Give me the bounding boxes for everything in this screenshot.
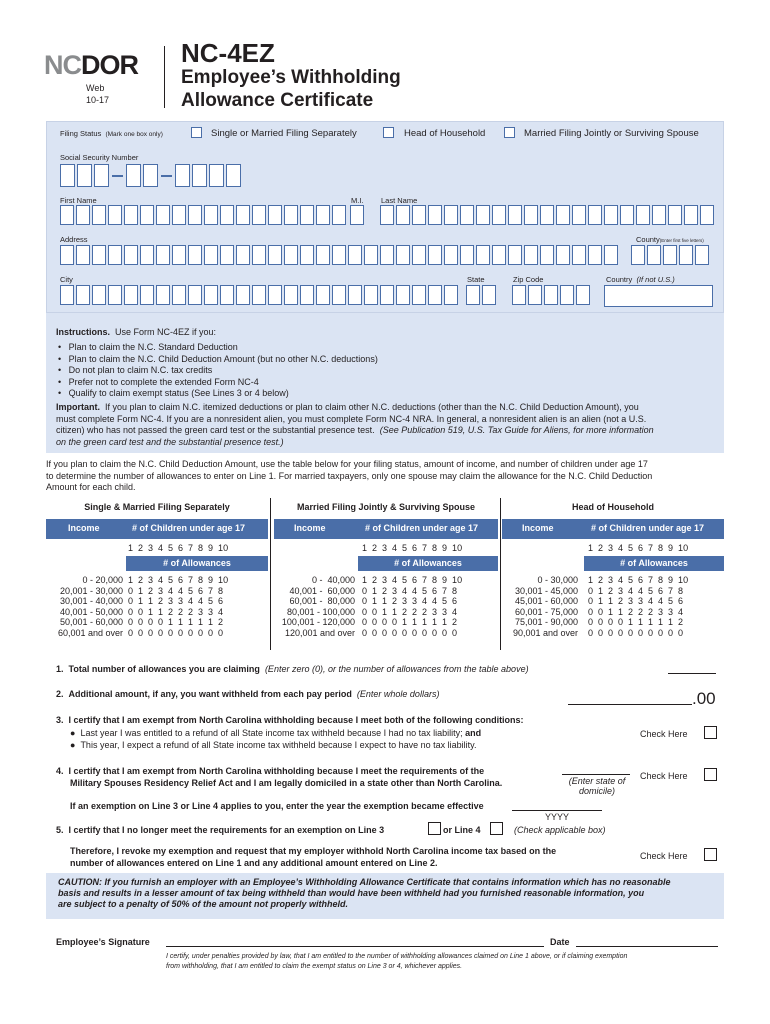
char-box[interactable]: [300, 205, 314, 225]
table-cell: 0 1 2 3 4 4 5 6 7 8: [128, 585, 224, 596]
table-cell: 1 2 3 4 5 6 7 8 9 10: [128, 575, 229, 585]
mfj-income-header: Income: [294, 523, 326, 533]
instruction-bullet: • Plan to claim the N.C. Child Deduction Amount (but no other N.C. deductions): [58, 353, 378, 364]
header-divider: [164, 46, 165, 108]
char-box[interactable]: [492, 205, 506, 225]
table-cell: 1 2 3 4 5 6 7 8 9 10: [362, 575, 463, 585]
table-cell: 45,001 - 60,000: [514, 596, 578, 606]
ssn-input[interactable]: [60, 164, 243, 187]
char-box[interactable]: [60, 285, 74, 305]
filing-mfj-checkbox[interactable]: [504, 127, 515, 138]
city-input[interactable]: [60, 285, 460, 305]
table-cell: 0 0 1 1 2 2 2 3 3 4: [362, 606, 458, 617]
table-cell: 40,001 - 50,000: [59, 606, 123, 617]
char-box[interactable]: [204, 245, 218, 265]
char-box[interactable]: [316, 205, 330, 225]
table-cell: 40,001 - 60,000: [289, 585, 355, 596]
char-box[interactable]: [76, 285, 90, 305]
group-single: Single & Married Filing Separately: [84, 502, 230, 512]
char-box[interactable]: [172, 285, 186, 305]
exemption-year-label: If an exemption on Line 3 or Line 4 applies to you, enter the year the exemption became effective: [70, 801, 484, 811]
char-box[interactable]: [92, 205, 106, 225]
yyyy-hint: YYYY: [545, 812, 570, 822]
country-label: Country (If not U.S.): [606, 275, 675, 284]
char-box[interactable]: [476, 205, 490, 225]
char-box[interactable]: [284, 285, 298, 305]
char-box[interactable]: [572, 245, 586, 265]
table-cell: 20,001 - 30,000: [59, 585, 123, 596]
char-box[interactable]: [588, 245, 602, 265]
char-box[interactable]: [444, 245, 458, 265]
char-box[interactable]: [460, 245, 474, 265]
char-box[interactable]: [172, 205, 186, 225]
char-box[interactable]: [332, 285, 346, 305]
child-deduction-note: If you plan to claim the N.C. Child Deduction Amount, use the table below for your filing status, amount of income, and number of children under age 17 to determine the number of allowances to enter on Line 1. For married taxpayers, only one spouse may claim the allowance for the N.C. Child Deduction Amount for each child.: [46, 459, 653, 492]
mfj-children-header: # of Children under age 17: [365, 523, 479, 533]
single-children-nums: 1 2 3 4 5 6 7 8 9 10: [128, 543, 229, 553]
hoh-children-nums: 1 2 3 4 5 6 7 8 9 10: [588, 543, 689, 553]
char-box[interactable]: [444, 285, 458, 305]
char-box[interactable]: [380, 205, 394, 225]
filing-hoh-label: Head of Household: [404, 128, 486, 139]
char-box[interactable]: [396, 205, 410, 225]
table-cell: 120,001 and over: [284, 627, 355, 638]
single-income-col: [46, 575, 123, 638]
hoh-income-header: Income: [522, 523, 554, 533]
char-box[interactable]: [156, 245, 170, 265]
line-1: 1. Total number of allowances you are claiming (Enter zero (0), or the number of allowances from the table above): [56, 664, 529, 674]
char-box[interactable]: [92, 285, 106, 305]
char-box[interactable]: [620, 205, 634, 225]
filing-mfj-label: Married Filing Jointly or Surviving Spouse: [524, 128, 699, 139]
single-allow-header: # of Allowances: [126, 556, 268, 571]
char-box[interactable]: [631, 245, 645, 265]
char-box[interactable]: [236, 205, 250, 225]
filing-hoh-checkbox[interactable]: [383, 127, 394, 138]
line-3-condition-2: ● This year, I expect a refund of all State income tax withheld because I expect to have no tax liability.: [70, 740, 477, 750]
char-box[interactable]: [236, 285, 250, 305]
char-box[interactable]: [428, 245, 442, 265]
char-box[interactable]: [508, 205, 522, 225]
single-children-header: # of Children under age 17: [132, 523, 246, 533]
line-5-check-label: Check Here: [640, 851, 688, 861]
group-hoh: Head of Household: [571, 502, 654, 512]
char-box[interactable]: [528, 285, 542, 305]
instruction-bullet: • Plan to claim the N.C. Standard Deduction: [58, 342, 238, 352]
line-4-check-label: Check Here: [640, 771, 688, 781]
line-5-line3-checkbox[interactable]: [428, 822, 441, 835]
char-box[interactable]: [108, 205, 122, 225]
line-1-input[interactable]: [668, 673, 716, 674]
char-box[interactable]: [124, 285, 138, 305]
char-box[interactable]: [252, 285, 266, 305]
char-box[interactable]: [300, 245, 314, 265]
char-box[interactable]: [524, 205, 538, 225]
char-box[interactable]: [428, 285, 442, 305]
line-4-state-hint: (Enter state of domicile): [568, 776, 626, 796]
char-box[interactable]: [188, 205, 202, 225]
mfj-allow-header: # of Allowances: [358, 556, 498, 571]
mi-label: M.I.: [351, 196, 364, 205]
line-4-state-input[interactable]: [562, 774, 630, 775]
filing-status-label: Filing Status (Mark one box only): [60, 129, 163, 138]
char-box[interactable]: [512, 285, 526, 305]
table-cell: 0 1 2 3 4 4 5 6 7 8: [362, 585, 458, 596]
char-box[interactable]: [492, 245, 506, 265]
table-cell: 100,001 - 120,000: [281, 617, 355, 627]
char-box[interactable]: [252, 205, 266, 225]
char-box[interactable]: [92, 245, 106, 265]
instruction-bullet: • Qualify to claim exempt status (See Lines 3 or 4 below): [58, 388, 289, 398]
char-box[interactable]: [332, 245, 346, 265]
table-cell: 0 0 0 0 1 1 1 1 1 2: [362, 617, 458, 627]
mfj-children-nums: 1 2 3 4 5 6 7 8 9 10: [362, 543, 463, 553]
state-input[interactable]: [466, 285, 498, 305]
line-5: 5. I certify that I no longer meet the requirements for an exemption on Line 3: [56, 825, 385, 835]
hoh-children-header: # of Children under age 17: [591, 523, 705, 533]
char-box[interactable]: [476, 245, 490, 265]
first-name-label: First Name: [60, 196, 97, 205]
char-box[interactable]: [268, 205, 282, 225]
char-box[interactable]: [576, 285, 590, 305]
table-cell: 60,001 and over: [57, 627, 123, 638]
char-box[interactable]: [348, 285, 362, 305]
table-cell: 0 1 1 2 3 3 4 4 5 6: [128, 596, 224, 606]
char-box[interactable]: [236, 245, 250, 265]
ssn-label: Social Security Number: [60, 153, 139, 162]
char-box[interactable]: [412, 205, 426, 225]
mfj-income-col: [270, 575, 355, 638]
hoh-allow-col: [588, 575, 688, 638]
char-box[interactable]: [108, 245, 122, 265]
char-box[interactable]: [140, 205, 154, 225]
char-box[interactable]: [524, 245, 538, 265]
char-box[interactable]: [76, 245, 90, 265]
line-3-condition-1: ● Last year I was entitled to a refund of all State income tax withheld because I had no tax liability; and: [70, 728, 482, 738]
char-box[interactable]: [396, 285, 410, 305]
form-number: NC-4EZ: [181, 38, 275, 68]
table-cell: 0 0 0 0 1 1 1 1 1 2: [588, 617, 684, 627]
signature-input[interactable]: [166, 946, 544, 947]
char-box[interactable]: [540, 205, 554, 225]
table-cell: 75,001 - 90,000: [514, 617, 578, 627]
char-box[interactable]: [140, 285, 154, 305]
country-input[interactable]: [604, 285, 713, 307]
filing-single-label: Single or Married Filing Separately: [211, 128, 357, 139]
char-box[interactable]: [428, 205, 442, 225]
table-cell: 0 1 2 3 4 4 5 6 7 8: [588, 585, 684, 596]
char-box[interactable]: [220, 245, 234, 265]
single-allow-col: [128, 575, 228, 638]
char-box[interactable]: [156, 285, 170, 305]
char-box[interactable]: [300, 285, 314, 305]
char-box[interactable]: [268, 285, 282, 305]
table-cell: 0 - 20,000: [82, 575, 123, 585]
char-box[interactable]: [412, 285, 426, 305]
char-box[interactable]: [572, 205, 586, 225]
group-mfj: Married Filing Jointly & Surviving Spouse: [296, 502, 476, 512]
char-box[interactable]: [700, 205, 714, 225]
instructions-title: Instructions. Use Form NC-4EZ if you:: [56, 327, 217, 337]
line-5-or: or Line 4: [443, 825, 481, 835]
line-5-checkbox[interactable]: [704, 848, 717, 861]
char-box[interactable]: [332, 205, 346, 225]
table-cell: 0 0 0 0 1 1 1 1 1 2: [128, 617, 224, 627]
table-cell: 0 1 1 2 3 3 4 4 5 6: [362, 596, 458, 606]
char-box[interactable]: [556, 245, 570, 265]
zip-input[interactable]: [512, 285, 592, 305]
line-3: 3. I certify that I am exempt from North Carolina withholding because I meet both of the following conditions:: [56, 715, 524, 725]
char-box[interactable]: [140, 245, 154, 265]
char-box[interactable]: [220, 205, 234, 225]
table-cell: 30,001 - 40,000: [59, 596, 123, 606]
char-box[interactable]: [444, 205, 458, 225]
zip-label: Zip Code: [513, 275, 544, 284]
char-box[interactable]: [60, 205, 74, 225]
signature-label: Employee’s Signature: [56, 937, 150, 947]
char-box[interactable]: [540, 245, 554, 265]
table-cell: 0 1 1 2 3 3 4 4 5 6: [588, 596, 684, 606]
table-cell: 0 - 30,000: [537, 575, 578, 585]
table-cell: 0 0 1 1 2 2 2 3 3 4: [588, 606, 684, 617]
table-cell: 0 0 1 1 2 2 2 3 3 4: [128, 606, 224, 617]
char-box[interactable]: [556, 205, 570, 225]
char-box[interactable]: [364, 285, 378, 305]
table-cell: 30,001 - 45,000: [514, 585, 578, 596]
line-2-input[interactable]: [568, 704, 692, 705]
first-name-input[interactable]: [60, 205, 348, 225]
table-cell: 50,001 - 60,000: [59, 617, 123, 627]
char-box[interactable]: [60, 245, 74, 265]
ncdor-logo: NCDOR: [44, 50, 138, 80]
char-box[interactable]: [348, 245, 362, 265]
char-box[interactable]: [204, 205, 218, 225]
mi-input[interactable]: [350, 205, 366, 225]
date-label: Date: [550, 937, 570, 947]
char-box[interactable]: [220, 285, 234, 305]
line-5-hint: (Check applicable box): [514, 825, 606, 835]
char-box[interactable]: [284, 245, 298, 265]
char-box[interactable]: [188, 245, 202, 265]
table-cell: 90,001 and over: [512, 627, 578, 638]
char-box[interactable]: [252, 245, 266, 265]
city-label: City: [60, 275, 73, 284]
char-box[interactable]: [684, 205, 698, 225]
form-title: Employee’s Withholding Allowance Certificate: [181, 67, 401, 111]
table-cell: 80,001 - 100,000: [286, 606, 355, 617]
table-cell: 1 2 3 4 5 6 7 8 9 10: [588, 575, 689, 585]
char-box[interactable]: [663, 245, 677, 265]
char-box[interactable]: [380, 285, 394, 305]
char-box[interactable]: [76, 205, 90, 225]
line-2-cents: .00: [692, 689, 716, 708]
char-box[interactable]: [364, 245, 378, 265]
date-input[interactable]: [576, 946, 718, 947]
county-label: County(Enter first five letters): [636, 235, 704, 244]
instruction-bullet: • Do not plan to claim N.C. tax credits: [58, 365, 213, 375]
char-box[interactable]: [396, 245, 410, 265]
char-box[interactable]: [108, 285, 122, 305]
address-input[interactable]: [60, 245, 620, 265]
table-cell: 60,001 - 75,000: [514, 606, 578, 617]
char-box[interactable]: [204, 285, 218, 305]
table-cell: 0 0 0 0 0 0 0 0 0 0: [362, 627, 458, 638]
char-box[interactable]: [604, 205, 618, 225]
hoh-income-col: [500, 575, 578, 638]
table-cell: 0 0 0 0 0 0 0 0 0 0: [128, 627, 224, 638]
line-3-checkbox[interactable]: [704, 726, 717, 739]
char-box[interactable]: [544, 285, 558, 305]
last-name-label: Last Name: [381, 196, 418, 205]
instruction-bullet: • Prefer not to complete the extended Form NC-4: [58, 376, 259, 387]
instructions-list: [58, 342, 378, 400]
char-box[interactable]: [316, 285, 330, 305]
char-box[interactable]: [172, 245, 186, 265]
char-box[interactable]: [695, 245, 709, 265]
char-box[interactable]: [647, 245, 661, 265]
char-box[interactable]: [679, 245, 693, 265]
line-5-therefore: Therefore, I revoke my exemption and request that my employer withhold North Carolina income tax based on the number of allowances entered on Line 1 and any additional amount entered on Line 2.: [70, 846, 557, 868]
county-input[interactable]: [631, 245, 711, 265]
line-2: 2. Additional amount, if any, you want withheld from each pay period (Enter whole dollars): [56, 689, 440, 699]
table-cell: 60,001 - 80,000: [289, 596, 355, 606]
important-note: Important. If you plan to claim N.C. itemized deductions or plan to claim other N.C. deductions (other than the N.C. Child Deduction Amount), you must complete Form NC-4. If you are a nonresident alien, you must complete Form NC-4 NRA. In general, a nonresident alien is an alien (not a U.S. citizen) who has not passed the green card test or the substantial presence test. (See Publication 519, U.S. Tax Guide for Aliens, for more information on the green card test and the substantial presence test.): [56, 402, 654, 447]
line-4: 4. I certify that I am exempt from North Carolina withholding because I meet the requirements of the Military Spouses Residency Relief Act and I am legally domiciled in a state other than North Carolina.: [56, 766, 503, 788]
char-box[interactable]: [124, 205, 138, 225]
signature-certification: I certify, under penalties provided by law, that I am entitled to the number of withholding allowances claimed on Line 1 above, or if claiming exemption from withholding, that I am entitled to claim the exempt status on Line 3 or 4, whichever applies.: [166, 953, 628, 970]
last-name-input[interactable]: [380, 205, 716, 225]
line-5-line4-checkbox[interactable]: [490, 822, 503, 835]
line-3-check-label: Check Here: [640, 729, 688, 739]
single-income-header: Income: [68, 523, 100, 533]
table-cell: 0 - 40,000: [311, 575, 355, 585]
char-box[interactable]: [188, 285, 202, 305]
address-label: Address: [60, 235, 88, 244]
filing-single-checkbox[interactable]: [191, 127, 202, 138]
line-4-checkbox[interactable]: [704, 768, 717, 781]
char-box[interactable]: [560, 285, 574, 305]
char-box[interactable]: [588, 205, 602, 225]
char-box[interactable]: [604, 245, 618, 265]
state-label: State: [467, 275, 485, 284]
caution-box: CAUTION: If you furnish an employer with an Employee’s Withholding Allowance Certificate that contains information which has no reasonable basis and results in a lesser amount of tax being withheld than would have been withheld had you furnished reasonable information, you are subject to a penalty of 50% of the amount not properly withheld.: [46, 873, 724, 919]
mfj-allow-col: [362, 575, 462, 638]
char-box[interactable]: [636, 205, 650, 225]
table-cell: 0 0 0 0 0 0 0 0 0 0: [588, 627, 684, 638]
char-box[interactable]: [124, 245, 138, 265]
char-box[interactable]: [284, 205, 298, 225]
char-box[interactable]: [508, 245, 522, 265]
web-version: Web 10-17: [86, 83, 110, 105]
exemption-year-input[interactable]: [512, 810, 602, 811]
char-box[interactable]: [316, 245, 330, 265]
char-box[interactable]: [268, 245, 282, 265]
hoh-allow-header: # of Allowances: [584, 556, 724, 571]
char-box[interactable]: [652, 205, 666, 225]
char-box[interactable]: [668, 205, 682, 225]
char-box[interactable]: [156, 205, 170, 225]
char-box[interactable]: [380, 245, 394, 265]
char-box[interactable]: [412, 245, 426, 265]
char-box[interactable]: [460, 205, 474, 225]
